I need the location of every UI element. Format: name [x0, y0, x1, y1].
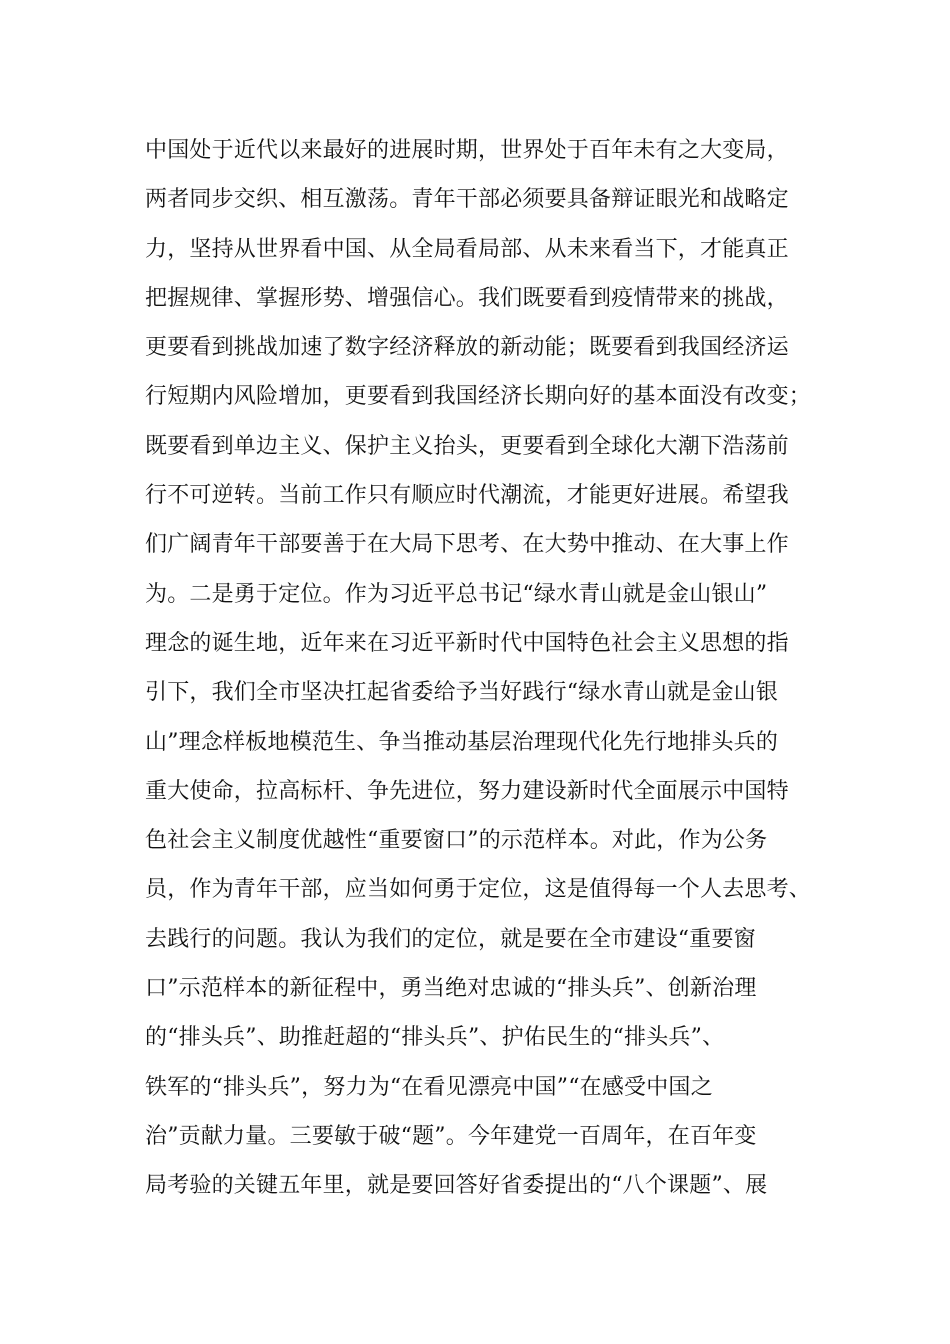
text-line: 两者同步交织、相互激荡。青年干部必须要具备辩证眼光和战略定 [145, 187, 789, 213]
text-line: 员，作为青年干部，应当如何勇于定位，这是值得每一个人去思考、 [145, 877, 812, 903]
text-line: 既要看到单边主义、保护主义抬头，更要看到全球化大潮下浩荡前 [145, 433, 789, 459]
text-line: 理念的诞生地，近年来在习近平新时代中国特色社会主义思想的指 [145, 630, 789, 656]
text-line: 力，坚持从世界看中国、从全局看局部、从未来看当下，才能真正 [145, 236, 789, 262]
text-line: 们广阔青年干部要善于在大局下思考、在大势中推动、在大事上作 [145, 532, 789, 558]
text-line: 治”贡献力量。三要敏于破“题”。今年建党一百周年，在百年变 [145, 1123, 757, 1149]
text-line: 铁军的“排头兵”，努力为“在看见漂亮中国”“在感受中国之 [145, 1074, 713, 1100]
text-line: 色社会主义制度优越性“重要窗口”的示范样本。对此，作为公务 [145, 828, 768, 854]
text-line: 更要看到挑战加速了数字经济释放的新动能；既要看到我国经济运 [145, 335, 789, 361]
text-line: 把握规律、掌握形势、增强信心。我们既要看到疫情带来的挑战， [145, 285, 789, 311]
text-line: 中国处于近代以来最好的进展时期，世界处于百年未有之大变局， [145, 138, 789, 163]
text-line: 的“排头兵”、助推赶超的“排头兵”、护佑民生的“排头兵”、 [145, 1025, 725, 1051]
text-line: 行不可逆转。当前工作只有顺应时代潮流，才能更好进展。希望我 [145, 483, 789, 509]
text-line: 去践行的问题。我认为我们的定位，就是要在全市建设“重要窗 [145, 926, 756, 952]
text-line: 重大使命，拉高标杆、争先进位，努力建设新时代全面展示中国特 [145, 778, 789, 804]
text-line: 引下，我们全市坚决扛起省委给予当好践行“绿水青山就是金山银 [145, 680, 779, 706]
text-line: 局考验的关键五年里，就是要回答好省委提出的“八个课题”、展 [145, 1173, 768, 1199]
text-line: 口”示范样本的新征程中，勇当绝对忠诚的“排头兵”、创新治理 [145, 976, 757, 1002]
text-line: 行短期内风险增加，更要看到我国经济长期向好的基本面没有改变； [145, 384, 812, 410]
body-text [145, 126, 835, 1211]
text-line: 山”理念样板地模范生、争当推动基层治理现代化先行地排头兵的 [145, 729, 779, 755]
text-line: 为。二是勇于定位。作为习近平总书记“绿水青山就是金山银山” [145, 581, 768, 607]
